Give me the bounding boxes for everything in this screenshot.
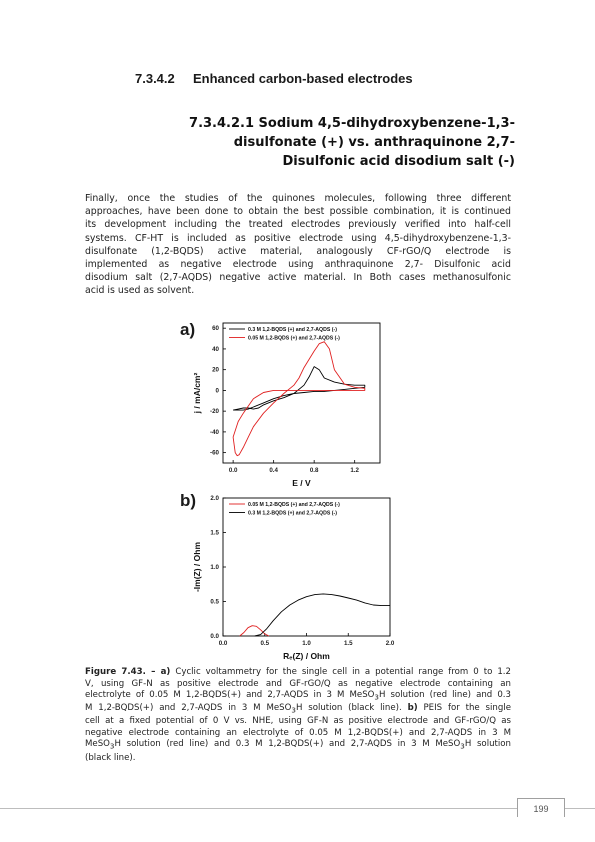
body-line: disulfonate (1,2-BQDS) active material, analogously CF-rGO/Q electrode is: [85, 245, 511, 257]
section-title: Enhanced carbon-based electrodes: [193, 71, 413, 86]
caption-line: M 1,2-BQDS(+) and 2,7-AQDS in 3 M MeSO$_3$H solution (black line). b) PEIS for the single: [85, 703, 511, 715]
peis-chart: [180, 488, 410, 668]
panel-label-a: a): [180, 320, 196, 339]
caption-line: Figure 7.43. – a) Cyclic voltammetry for the single cell in a potential range from 0 to 1.2: [85, 667, 512, 677]
x-axis-label: E / V: [292, 478, 311, 488]
x-tick-label: 1.2: [350, 467, 359, 474]
body-line: its development including the treated electrodes previously verified into half-cell: [85, 219, 511, 231]
body-line: Finally, once the studies of the quinones molecules, following three different: [85, 193, 511, 204]
x-tick-label: 1.5: [343, 640, 353, 647]
x-tick-label: 1.0: [302, 640, 311, 647]
y-tick-label: 0.5: [210, 598, 219, 606]
y-tick-label: 2.0: [210, 495, 219, 502]
y-axis-label: j / mA/cm²: [192, 372, 202, 414]
body-line: disodium salt (2,7-AQDS) negative active material. In Both cases methanosulfonic: [85, 272, 511, 284]
plot-frame: [223, 498, 390, 636]
series-line: [233, 342, 365, 456]
body-line: systems. CF-HT is included as positive electrode using 4,5-dihydroxybenzene-1,3-: [85, 232, 511, 244]
y-tick-label: 1.0: [210, 564, 219, 571]
section-heading: [135, 71, 413, 86]
x-tick-label: 0.8: [309, 467, 319, 474]
legend-label: 0.3 M 1,2-BQDS (+) and 2,7-AQDS (-): [248, 327, 337, 333]
x-tick-label: 0.0: [218, 640, 228, 647]
series-line: [233, 367, 365, 411]
legend-label: 0.05 M 1,2-BQDS (+) and 2,7-AQDS (-): [248, 335, 340, 342]
y-tick-label: -60: [210, 449, 219, 457]
page-number: 199: [517, 798, 565, 817]
caption-line: MeSO$_3$H solution (red line) and 0.3 M 1,2-BQDS(+) and 2,7-AQDS in 3 M MeSO$_3$H solution: [85, 739, 511, 752]
panel-label-b: b): [180, 491, 197, 510]
legend-label: 0.05 M 1,2-BQDS (+) and 2,7-AQDS (-): [248, 502, 340, 508]
y-axis-label: -Im(Z) / Ohm: [192, 541, 202, 593]
y-tick-label: 0.0: [210, 633, 219, 640]
x-tick-label: 0.5: [260, 640, 270, 647]
subsection-heading: [150, 114, 515, 171]
x-axis-label: Rₑ(Z) / Ohm: [283, 651, 330, 661]
subsection-line: 7.3.4.2.1 Sodium 4,5-dihydroxybenzene-1,3-: [189, 116, 515, 131]
figure-caption: [85, 667, 511, 764]
caption-line: electrolyte of 0.05 M 1,2-BQDS(+) and 2,7-AQDS in 3 M MeSO$_3$H solution (red line) and 0.3: [85, 690, 511, 702]
subsection-line: disulfonate (+) vs. anthraquinone 2,7-: [233, 135, 515, 150]
section-number: 7.3.4.2: [135, 71, 175, 86]
footer-rule: [0, 808, 595, 809]
x-tick-label: 2.0: [385, 640, 395, 647]
y-tick-label: -40: [210, 428, 219, 436]
series-line: [255, 594, 390, 636]
subsection-line: Disulfonic acid disodium salt (-): [282, 154, 515, 169]
y-tick-label: 0: [215, 387, 219, 395]
y-tick-label: -20: [210, 408, 219, 416]
caption-line: negative electrode containing an electrolyte of 0.05 M 1,2-BQDS(+) and 2,7-AQDS in 3 M: [85, 727, 511, 738]
y-tick-label: 20: [212, 366, 219, 374]
y-tick-label: 60: [212, 325, 219, 333]
cv-chart: [180, 315, 400, 495]
y-tick-label: 1.5: [210, 529, 219, 537]
caption-line: (black line).: [85, 752, 136, 763]
x-tick-label: 0.4: [269, 467, 278, 474]
y-tick-label: 40: [212, 345, 219, 353]
body-line: approaches, have been done to obtain the best possible combination, it is continued: [85, 206, 511, 218]
legend-label: 0.3 M 1,2-BQDS (+) and 2,7-AQDS (-): [248, 510, 337, 517]
caption-line: cell at a fixed potential of 0 V vs. NHE, using GF-N as positive electrode and GF-rGO/Q as: [85, 716, 511, 727]
caption-line: V, using GF-N as positive electrode and GF-rGO/Q as negative electrode containing an: [85, 678, 511, 689]
body-paragraph: [85, 192, 511, 298]
body-line: acid is used as solvent.: [85, 285, 195, 297]
body-line: implemented as negative electrode using anthraquinone 2,7- Disulfonic acid: [85, 259, 511, 271]
x-tick-label: 0.0: [228, 467, 238, 474]
